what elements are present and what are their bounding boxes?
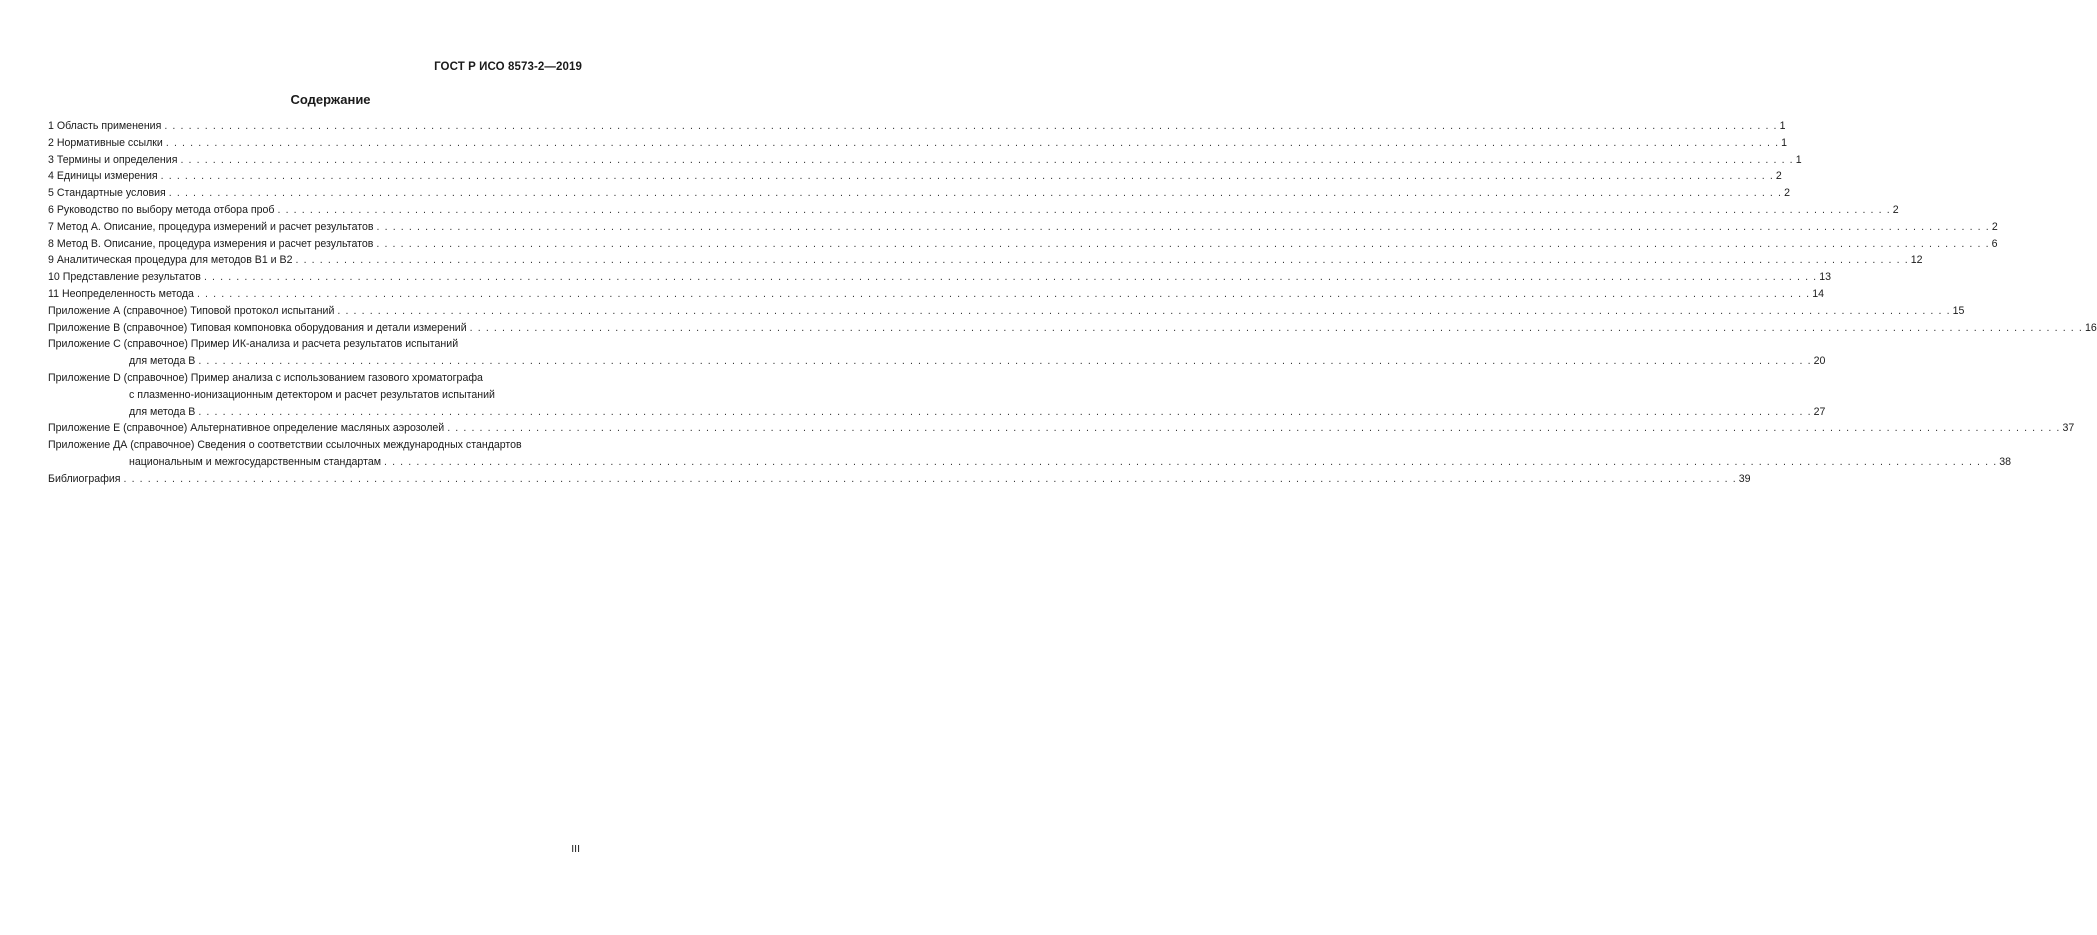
toc-page-number: 37 [2062,422,2075,435]
toc-entry[interactable] [48,437,2012,471]
document-header-standard: ГОСТ Р ИСО 8573-2—2019 [434,61,582,73]
toc-entry[interactable] [48,336,1826,370]
toc-entry-label: для метода В [129,355,196,368]
toc-entry[interactable] [48,135,1788,152]
toc-leader-dots: . . . . . . . . . . . . . . . . . . . . . . . . . . . . . . . . . . . . . . . . . . . . . . . . . . . . . . . . . . . . . . . . . . . . . . . . . . . . . . . . . . . . . . . . . . . . . . . . . . . . . . . . . . . . . . . . . . . . . . . . . . . . . . . . . . . . . . . . . . . . . . . . . . . . . . . . . . . . . . . . . . . . . . . . . . . . . . . . . . . . . . . . . . . . . . . . . . . . . . . . [168,187,1783,200]
toc-page-number: 2 [1991,220,1998,233]
toc-entry[interactable] [48,320,2097,337]
toc-entry[interactable] [48,252,1923,269]
toc-leader-dots: . . . . . . . . . . . . . . . . . . . . . . . . . . . . . . . . . . . . . . . . . . . . . . . . . . . . . . . . . . . . . . . . . . . . . . . . . . . . . . . . . . . . . . . . . . . . . . . . . . . . . . . . . . . . . . . . . . . . . . . . . . . . . . . . . . . . . . . . . . . . . . . . . . . . . . . . . . . . . . . . . . . . . . . . . . . . . . . . . . . . . . . . . . . . . . . . . . . . . . . . [164,120,1778,132]
toc-leader-dots: . . . . . . . . . . . . . . . . . . . . . . . . . . . . . . . . . . . . . . . . . . . . . . . . . . . . . . . . . . . . . . . . . . . . . . . . . . . . . . . . . . . . . . . . . . . . . . . . . . . . . . . . . . . . . . . . . . . . . . . . . . . . . . . . . . . . . . . . . . . . . . . . . . . . . . . . . . . . . . . . . . . . . . . . . . . . . . . . . . . . . . . . . . . . . . . . . . . . . . . . [165,136,1780,149]
toc-entry-label: 6 Руководство по выбору метода отбора проб [48,203,275,216]
toc-entry[interactable] [48,420,2075,437]
toc-page-number: 1 [1781,136,1788,149]
toc-page-number: 16 [2084,321,2097,334]
toc-entry[interactable] [48,152,1802,169]
toc-entry-label: с плазменно-ионизационным детектором и расчет результатов испытаний [129,388,495,401]
toc-page-number: 12 [1910,254,1923,267]
toc-entry[interactable] [48,202,1899,219]
toc-page-number: 27 [1813,405,1826,418]
toc-page-number: 39 [1738,472,1751,485]
toc-leader-dots: . . . . . . . . . . . . . . . . . . . . . . . . . . . . . . . . . . . . . . . . . . . . . . . . . . . . . . . . . . . . . . . . . . . . . . . . . . . . . . . . . . . . . . . . . . . . . . . . . . . . . . . . . . . . . . . . . . . . . . . . . . . . . . . . . . . . . . . . . . . . . . . . . . . . . . . . . . . . . . . . . . . . . . . . . . . . . . . . . . . . . . . . . . . . . . . . . . . . . . . . [277,203,1891,216]
toc-entry-label: 11 Неопределенность метода [48,287,194,300]
toc-page-number: 1 [1795,153,1802,166]
toc-page-number: 6 [1991,237,1998,250]
toc-page-number: 14 [1812,287,1825,300]
toc-page-number: 2 [1775,170,1782,183]
toc-entry-label: Библиография [48,472,121,485]
toc-page-number: 38 [1999,455,2012,468]
toc-entry-label: 2 Нормативные ссылки [48,136,163,149]
toc-entry[interactable] [48,286,1825,303]
toc-page-number: 2 [1892,203,1899,216]
toc-leader-dots: . . . . . . . . . . . . . . . . . . . . . . . . . . . . . . . . . . . . . . . . . . . . . . . . . . . . . . . . . . . . . . . . . . . . . . . . . . . . . . . . . . . . . . . . . . . . . . . . . . . . . . . . . . . . . . . . . . . . . . . . . . . . . . . . . . . . . . . . . . . . . . . . . . . . . . . . . . . . . . . . . . . . . . . . . . . . . . . . . . . . . . . . . . . . . . . . . . . . . . . . [123,472,1737,485]
toc-leader-dots: . . . . . . . . . . . . . . . . . . . . . . . . . . . . . . . . . . . . . . . . . . . . . . . . . . . . . . . . . . . . . . . . . . . . . . . . . . . . . . . . . . . . . . . . . . . . . . . . . . . . . . . . . . . . . . . . . . . . . . . . . . . . . . . . . . . . . . . . . . . . . . . . . . . . . . . . . . . . . . . . . . . . . . . . . . . . . . . . . . . . . . . . . . . . . . . . . . . . . . . . [295,254,1909,267]
toc-entry-label: Приложение С (справочное) Пример ИК-анализа и расчета результатов испытаний [48,338,459,351]
toc-entry-label: 5 Стандартные условия [48,187,166,200]
toc-entry[interactable] [48,370,1826,420]
toc-leader-dots: . . . . . . . . . . . . . . . . . . . . . . . . . . . . . . . . . . . . . . . . . . . . . . . . . . . . . . . . . . . . . . . . . . . . . . . . . . . . . . . . . . . . . . . . . . . . . . . . . . . . . . . . . . . . . . . . . . . . . . . . . . . . . . . . . . . . . . . . . . . . . . . . . . . . . . . . . . . . . . . . . . . . . . . . . . . . . . . . . . . . . . . . . . . . . . . . . . . . . . . . [376,237,1990,250]
toc-page-number: 1 [1779,120,1786,132]
toc-leader-dots: . . . . . . . . . . . . . . . . . . . . . . . . . . . . . . . . . . . . . . . . . . . . . . . . . . . . . . . . . . . . . . . . . . . . . . . . . . . . . . . . . . . . . . . . . . . . . . . . . . . . . . . . . . . . . . . . . . . . . . . . . . . . . . . . . . . . . . . . . . . . . . . . . . . . . . . . . . . . . . . . . . . . . . . . . . . . . . . . . . . . . . . . . . . . . . . . . . . . . . . . [337,304,1951,317]
toc-page-number: 13 [1819,271,1832,284]
toc-page-number: 20 [1813,355,1826,368]
toc-entry-label: для метода В [129,405,196,418]
toc-leader-dots: . . . . . . . . . . . . . . . . . . . . . . . . . . . . . . . . . . . . . . . . . . . . . . . . . . . . . . . . . . . . . . . . . . . . . . . . . . . . . . . . . . . . . . . . . . . . . . . . . . . . . . . . . . . . . . . . . . . . . . . . . . . . . . . . . . . . . . . . . . . . . . . . . . . . . . . . . . . . . . . . . . . . . . . . . . . . . . . . . . . . . . . . . . . . . . . . . . . . . . . . [376,220,1990,233]
toc-entry[interactable] [48,168,1782,185]
toc-leader-dots: . . . . . . . . . . . . . . . . . . . . . . . . . . . . . . . . . . . . . . . . . . . . . . . . . . . . . . . . . . . . . . . . . . . . . . . . . . . . . . . . . . . . . . . . . . . . . . . . . . . . . . . . . . . . . . . . . . . . . . . . . . . . . . . . . . . . . . . . . . . . . . . . . . . . . . . . . . . . . . . . . . . . . . . . . . . . . . . . . . . . . . . . . . . . . . . . . . . . . . . . [384,455,1998,468]
toc-entry[interactable] [48,303,1965,320]
toc-entry-label: Приложение А (справочное) Типовой протокол испытаний [48,304,335,317]
toc-entry-label: 9 Аналитическая процедура для методов В1 и В2 [48,254,293,267]
toc-entry[interactable] [48,236,1998,253]
toc-entry-label: 10 Представление результатов [48,271,201,284]
toc-entry[interactable] [48,118,1786,135]
toc-leader-dots: . . . . . . . . . . . . . . . . . . . . . . . . . . . . . . . . . . . . . . . . . . . . . . . . . . . . . . . . . . . . . . . . . . . . . . . . . . . . . . . . . . . . . . . . . . . . . . . . . . . . . . . . . . . . . . . . . . . . . . . . . . . . . . . . . . . . . . . . . . . . . . . . . . . . . . . . . . . . . . . . . . . . . . . . . . . . . . . . . . . . . . . . . . . . . . . . . . . . . . . . [198,405,1812,418]
toc-entry-label: Приложение D (справочное) Пример анализа с использованием газового хроматографа [48,371,483,384]
toc-leader-dots: . . . . . . . . . . . . . . . . . . . . . . . . . . . . . . . . . . . . . . . . . . . . . . . . . . . . . . . . . . . . . . . . . . . . . . . . . . . . . . . . . . . . . . . . . . . . . . . . . . . . . . . . . . . . . . . . . . . . . . . . . . . . . . . . . . . . . . . . . . . . . . . . . . . . . . . . . . . . . . . . . . . . . . . . . . . . . . . . . . . . . . . . . . . . . . . . . . . . . . . . [469,321,2083,334]
toc-entry[interactable] [48,269,1832,286]
toc-page-number: 2 [1784,187,1790,200]
toc-leader-dots: . . . . . . . . . . . . . . . . . . . . . . . . . . . . . . . . . . . . . . . . . . . . . . . . . . . . . . . . . . . . . . . . . . . . . . . . . . . . . . . . . . . . . . . . . . . . . . . . . . . . . . . . . . . . . . . . . . . . . . . . . . . . . . . . . . . . . . . . . . . . . . . . . . . . . . . . . . . . . . . . . . . . . . . . . . . . . . . . . . . . . . . . . . . . . . . . . . . . . . . . [160,170,1774,183]
toc-leader-dots: . . . . . . . . . . . . . . . . . . . . . . . . . . . . . . . . . . . . . . . . . . . . . . . . . . . . . . . . . . . . . . . . . . . . . . . . . . . . . . . . . . . . . . . . . . . . . . . . . . . . . . . . . . . . . . . . . . . . . . . . . . . . . . . . . . . . . . . . . . . . . . . . . . . . . . . . . . . . . . . . . . . . . . . . . . . . . . . . . . . . . . . . . . . . . . . . . . . . . . . . [196,287,1811,300]
toc-leader-dots: . . . . . . . . . . . . . . . . . . . . . . . . . . . . . . . . . . . . . . . . . . . . . . . . . . . . . . . . . . . . . . . . . . . . . . . . . . . . . . . . . . . . . . . . . . . . . . . . . . . . . . . . . . . . . . . . . . . . . . . . . . . . . . . . . . . . . . . . . . . . . . . . . . . . . . . . . . . . . . . . . . . . . . . . . . . . . . . . . . . . . . . . . . . . . . . . . . . . . . . . [447,422,2061,435]
toc-entry-label: Приложение В (справочное) Типовая компоновка оборудования и детали измерений [48,321,467,334]
toc-leader-dots: . . . . . . . . . . . . . . . . . . . . . . . . . . . . . . . . . . . . . . . . . . . . . . . . . . . . . . . . . . . . . . . . . . . . . . . . . . . . . . . . . . . . . . . . . . . . . . . . . . . . . . . . . . . . . . . . . . . . . . . . . . . . . . . . . . . . . . . . . . . . . . . . . . . . . . . . . . . . . . . . . . . . . . . . . . . . . . . . . . . . . . . . . . . . . . . . . . . . . . . . [180,153,1794,166]
toc-entry-label: Приложение Е (справочное) Альтернативное определение масляных аэрозолей [48,422,445,435]
toc-entry-label: национальным и межгосударственным стандартам [129,455,381,468]
toc-entry-label: 3 Термины и определения [48,153,178,166]
toc-entry-label: 1 Область применения [48,120,162,132]
table-of-contents [48,118,2097,488]
toc-entry[interactable] [48,185,1790,202]
page-folio: III [571,843,580,855]
toc-entry-label: 8 Метод В. Описание, процедура измерения и расчет результатов [48,237,374,250]
toc-entry[interactable] [48,471,1751,488]
toc-entry-label: 7 Метод А. Описание, процедура измерений и расчет результатов [48,220,374,233]
toc-entry-label: Приложение ДА (справочное) Сведения о соответствии ссылочных международных стандартов [48,439,522,452]
toc-leader-dots: . . . . . . . . . . . . . . . . . . . . . . . . . . . . . . . . . . . . . . . . . . . . . . . . . . . . . . . . . . . . . . . . . . . . . . . . . . . . . . . . . . . . . . . . . . . . . . . . . . . . . . . . . . . . . . . . . . . . . . . . . . . . . . . . . . . . . . . . . . . . . . . . . . . . . . . . . . . . . . . . . . . . . . . . . . . . . . . . . . . . . . . . . . . . . . . . . . . . . . . . [198,355,1812,368]
page-title: Содержание [290,92,371,107]
toc-entry[interactable] [48,219,1998,236]
toc-entry-label: 4 Единицы измерения [48,170,158,183]
toc-page-number: 15 [1952,304,1965,317]
toc-leader-dots: . . . . . . . . . . . . . . . . . . . . . . . . . . . . . . . . . . . . . . . . . . . . . . . . . . . . . . . . . . . . . . . . . . . . . . . . . . . . . . . . . . . . . . . . . . . . . . . . . . . . . . . . . . . . . . . . . . . . . . . . . . . . . . . . . . . . . . . . . . . . . . . . . . . . . . . . . . . . . . . . . . . . . . . . . . . . . . . . . . . . . . . . . . . . . . . . . . . . . . . . [203,271,1818,284]
